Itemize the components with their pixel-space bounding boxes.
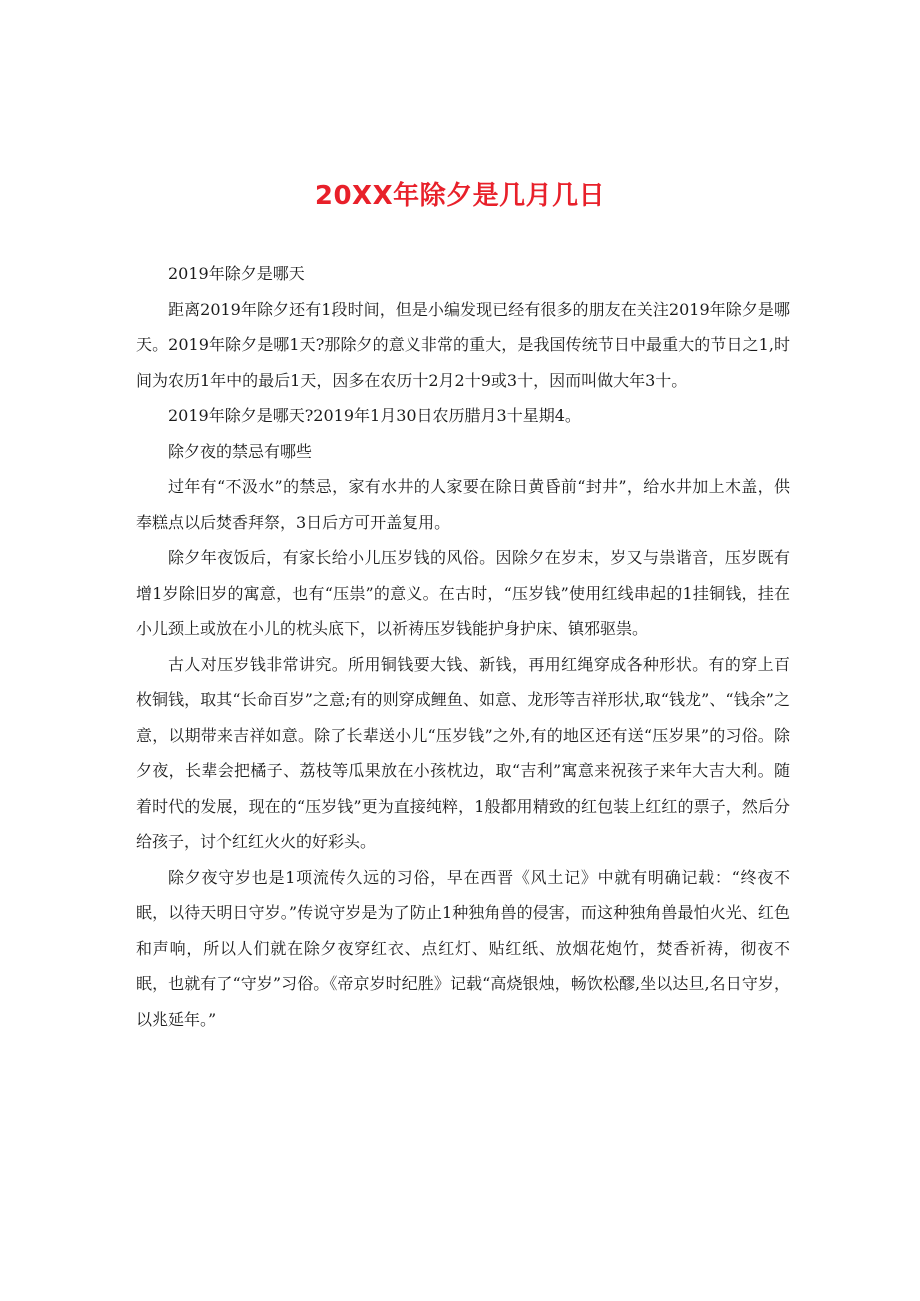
paragraph-staying-up: 除夕夜守岁也是1项流传久远的习俗，早在西晋《风土记》中就有明确记载：“终夜不眠，以待天明日守岁。”传说守岁是为了防止1种独角兽的侵害，而这种独角兽最怕火光、红色和声响，所以人们就在除夕夜穿红衣、点红灯、贴红纸、放烟花炮竹，焚香祈祷，彻夜不眠，也就有了“守岁”习俗。《帝京岁时纪胜》记载“高烧银烛，畅饮松醪,坐以达旦,名日守岁，以兆延年。” <box>136 867 790 1029</box>
paragraph-subheading-taboos: 除夕夜的禁忌有哪些 <box>168 441 313 461</box>
paragraph-intro: 距离2019年除夕还有1段时间，但是小编发现已经有很多的朋友在关注2019年除夕是哪天。2019年除夕是哪1天?那除夕的意义非常的重大，是我国传统节日中最重大的节日之1,时间为农历1年中的最后1天，因多在农历十2月2十9或3十，因而叫做大年3十。 <box>136 299 790 390</box>
paragraph-lucky-money: 除夕年夜饭后，有家长给小儿压岁钱的风俗。因除夕在岁末，岁又与祟谐音，压岁既有增1岁除旧岁的寓意，也有“压祟”的意义。在古时，“压岁钱”使用红线串起的1挂铜钱，挂在小儿颈上或放在小儿的枕头底下，以祈祷压岁钱能护身护床、镇邪驱祟。 <box>136 548 790 638</box>
document-title: 20XX年除夕是几月几日 <box>314 181 606 211</box>
paragraph-water-taboo: 过年有“不汲水”的禁忌，家有水井的人家要在除日黄昏前“封井”，给水井加上木盖，供奉糕点以后焚香拜祭，3日后方可开盖复用。 <box>136 477 790 532</box>
paragraph-subheading-date: 2019年除夕是哪天 <box>168 264 305 283</box>
paragraph-lucky-money-customs: 古人对压岁钱非常讲究。所用铜钱要大钱、新钱，再用红绳穿成各种形状。有的穿上百枚铜钱，取其“长命百岁”之意;有的则穿成鲤鱼、如意、龙形等吉祥形状,取“钱龙”、“钱余”之意，以期带来吉祥如意。除了长辈送小儿“压岁钱”之外,有的地区还有送“压岁果”的习俗。除夕夜，长辈会把橘子、荔枝等瓜果放在小孩枕边，取“吉利”寓意来祝孩子来年大吉大利。随着时代的发展，现在的“压岁钱”更为直接纯粹，1般都用精致的红包装上红红的票子，然后分给孩子，讨个红红火火的好彩头。 <box>136 654 790 851</box>
document-body <box>136 256 790 1037</box>
paragraph-date-answer: 2019年除夕是哪天?2019年1月30日农历腊月3十星期4。 <box>168 406 581 425</box>
